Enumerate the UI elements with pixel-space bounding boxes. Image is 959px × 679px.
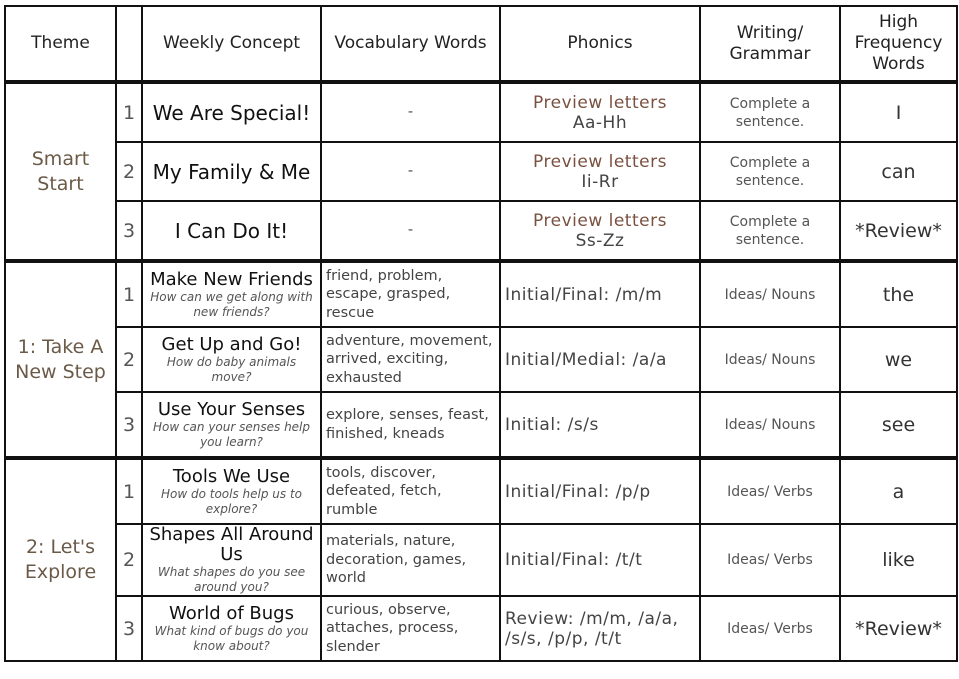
vocabulary-words: - (321, 142, 500, 201)
high-frequency-word: we (840, 327, 957, 392)
writing-grammar: Ideas/ Verbs (700, 524, 840, 596)
high-frequency-word: can (840, 142, 957, 201)
concept-question: How can we get along with new friends? (150, 289, 313, 319)
phonics: Initial/Final: /m/m (500, 261, 700, 327)
writing-grammar: Complete a sentence. (700, 201, 840, 261)
concept-question: What shapes do you see around you? (157, 565, 306, 594)
header-week (116, 6, 142, 82)
theme-cell: Smart Start (5, 82, 116, 261)
week-number: 1 (116, 458, 142, 524)
writing-grammar: Ideas/ Nouns (700, 261, 840, 327)
curriculum-table (4, 5, 958, 662)
concept-title: I Can Do It! (142, 201, 321, 261)
vocabulary-words: - (321, 82, 500, 142)
table-row (5, 261, 957, 327)
concept-title: Tools We Use (172, 465, 291, 487)
theme-cell: 2: Let's Explore (5, 458, 116, 661)
concept-title: My Family & Me (142, 142, 321, 201)
high-frequency-word: *Review* (840, 596, 957, 661)
high-frequency-word: *Review* (840, 201, 957, 261)
weekly-concept (142, 524, 321, 596)
high-frequency-word: I (840, 82, 957, 142)
phonics-line: Preview letters (533, 151, 667, 172)
writing-grammar: Complete a sentence. (700, 82, 840, 142)
table-row (5, 327, 957, 392)
weekly-concept (142, 458, 321, 524)
concept-title: We Are Special! (142, 82, 321, 142)
week-number: 2 (116, 524, 142, 596)
phonics-line: Preview letters (533, 92, 667, 113)
phonics-letters: Ss-Zz (575, 230, 625, 251)
high-frequency-word: see (840, 392, 957, 458)
concept-title: Shapes All Around Us (149, 524, 314, 565)
high-frequency-word: the (840, 261, 957, 327)
header-phonics: Phonics (500, 6, 700, 82)
table-row (5, 142, 957, 201)
concept-question: How can your senses help you learn? (152, 419, 311, 449)
phonics: Initial/Final: /p/p (500, 458, 700, 524)
writing-grammar: Ideas/ Nouns (700, 327, 840, 392)
writing-grammar: Ideas/ Verbs (700, 458, 840, 524)
week-number: 1 (116, 261, 142, 327)
vocabulary-words: - (321, 201, 500, 261)
concept-title: Get Up and Go! (161, 333, 302, 355)
vocabulary-words: explore, senses, feast, finished, kneads (321, 392, 500, 458)
weekly-concept (142, 596, 321, 661)
phonics-letters: Ii-Rr (581, 171, 619, 192)
phonics: Initial/Medial: /a/a (500, 327, 700, 392)
week-number: 3 (116, 392, 142, 458)
phonics: Review: /m/m, /a/a, /s/s, /p/p, /t/t (500, 596, 700, 661)
writing-grammar: Ideas/ Verbs (700, 596, 840, 661)
concept-title: Use Your Senses (157, 398, 306, 420)
table-row (5, 82, 957, 142)
vocabulary-words: friend, problem, escape, grasped, rescue (321, 261, 500, 327)
vocabulary-words: materials, nature, decoration, games, world (321, 524, 500, 596)
phonics-letters: Aa-Hh (572, 112, 628, 133)
writing-grammar: Ideas/ Nouns (700, 392, 840, 458)
header-concept: Weekly Concept (142, 6, 321, 82)
phonics (500, 142, 700, 201)
weekly-concept (142, 327, 321, 392)
header-vocab: Vocabulary Words (321, 6, 500, 82)
phonics-line: Preview letters (533, 210, 667, 231)
concept-question: What kind of bugs do you know about? (154, 623, 309, 653)
weekly-concept (142, 392, 321, 458)
theme-cell: 1: Take A New Step (5, 261, 116, 458)
concept-question: How do tools help us to explore? (160, 486, 303, 516)
writing-grammar: Complete a sentence. (700, 142, 840, 201)
week-number: 1 (116, 82, 142, 142)
header-writing: Writing/ Grammar (700, 6, 840, 82)
header-row (5, 6, 957, 82)
phonics (500, 82, 700, 142)
vocabulary-words: adventure, movement, arrived, exciting, exhausted (321, 327, 500, 392)
table-row (5, 392, 957, 458)
header-hfw: High Frequency Words (840, 6, 957, 82)
table-row (5, 201, 957, 261)
concept-title: Make New Friends (150, 268, 313, 290)
vocabulary-words: tools, discover, defeated, fetch, rumble (321, 458, 500, 524)
week-number: 2 (116, 327, 142, 392)
concept-title: World of Bugs (169, 602, 294, 624)
weekly-concept (142, 261, 321, 327)
header-theme: Theme (5, 6, 116, 82)
table-row (5, 458, 957, 524)
table-row (5, 524, 957, 596)
phonics (500, 201, 700, 261)
week-number: 2 (116, 142, 142, 201)
week-number: 3 (116, 596, 142, 661)
high-frequency-word: like (840, 524, 957, 596)
phonics: Initial/Final: /t/t (500, 524, 700, 596)
phonics: Initial: /s/s (500, 392, 700, 458)
table-row (5, 596, 957, 661)
week-number: 3 (116, 201, 142, 261)
vocabulary-words: curious, observe, attaches, process, slender (321, 596, 500, 661)
high-frequency-word: a (840, 458, 957, 524)
concept-question: How do baby animals move? (166, 354, 297, 384)
